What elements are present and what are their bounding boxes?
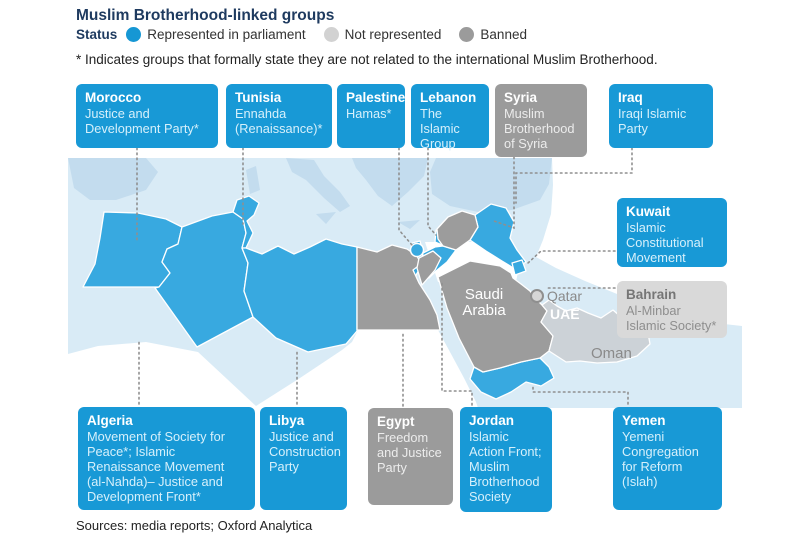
country-name: Lebanon [420, 90, 477, 105]
legend-not-represented-label: Not represented [344, 27, 442, 42]
country-name: Kuwait [626, 204, 671, 219]
legend-item-not-represented [324, 27, 442, 42]
represented-dot-icon [126, 27, 141, 42]
country-name: Libya [269, 413, 305, 428]
party-names: Hamas* [346, 106, 392, 122]
party-names: Muslim Brotherhood of Syria [504, 106, 575, 151]
sources-line: Sources: media reports; Oxford Analytica [76, 518, 313, 533]
country-name: Jordan [469, 413, 515, 428]
legend [76, 27, 545, 42]
map-marker-palestine [411, 244, 424, 257]
party-names: Freedom and Justice Party [377, 430, 442, 475]
label-box-egypt [368, 408, 453, 505]
party-names: Islamic Constitutional Movement [626, 220, 704, 265]
party-names: Iraqi Islamic Party [618, 106, 687, 137]
map-label-saudi-arabia: Saudi Arabia [462, 286, 506, 320]
country-name: Tunisia [235, 90, 282, 105]
country-name: Morocco [85, 90, 142, 105]
party-names: Justice and Construction Party [269, 429, 341, 474]
label-box-bahrain [617, 281, 727, 338]
country-name: Syria [504, 90, 538, 105]
label-box-syria [495, 84, 587, 157]
legend-item-banned [459, 27, 527, 42]
footnote: * Indicates groups that formally state they are not related to the international Muslim Brotherhood. [76, 52, 658, 67]
party-names: Islamic Action Front; Muslim Brotherhood Society [469, 429, 542, 504]
party-names: Al-Minbar Islamic Society* [626, 303, 717, 334]
country-name: Iraq [618, 90, 643, 105]
map-label-qatar: Qatar [547, 288, 583, 304]
country-name: Bahrain [626, 287, 677, 302]
label-box-libya [260, 407, 347, 510]
legend-represented-label: Represented in parliament [147, 27, 306, 42]
party-names: Justice and Development Party* [85, 106, 199, 137]
label-box-iraq [609, 84, 713, 148]
party-names: Yemeni Congregation for Reform (Islah) [622, 429, 699, 489]
legend-banned-label: Banned [480, 27, 527, 42]
party-names: Movement of Society for Peace*; Islamic Renaissance Movement (al-Nahda)– Justice and Development Front* [87, 429, 225, 504]
label-box-kuwait [617, 198, 727, 267]
map-label-oman: Oman [591, 345, 632, 362]
label-box-jordan [460, 407, 552, 512]
country-name: Algeria [87, 413, 133, 428]
not-represented-dot-icon [324, 27, 339, 42]
label-box-lebanon [411, 84, 489, 151]
label-box-morocco [76, 84, 218, 148]
banned-dot-icon [459, 27, 474, 42]
page-title: Muslim Brotherhood-linked groups [76, 7, 335, 24]
map-label-uae: UAE [550, 306, 580, 322]
map-marker-qatar [531, 290, 543, 302]
label-box-tunisia [226, 84, 332, 148]
party-names: Ennahda (Renaissance)* [235, 106, 323, 137]
party-names: The Islamic Group [420, 106, 460, 151]
legend-status-label: Status [76, 27, 118, 42]
label-box-yemen [613, 407, 722, 510]
label-box-algeria [78, 407, 255, 510]
label-box-palestine [337, 84, 405, 148]
country-name: Yemen [622, 413, 666, 428]
country-name: Palestine [346, 90, 406, 105]
country-name: Egypt [377, 414, 415, 429]
legend-item-represented [126, 27, 305, 42]
